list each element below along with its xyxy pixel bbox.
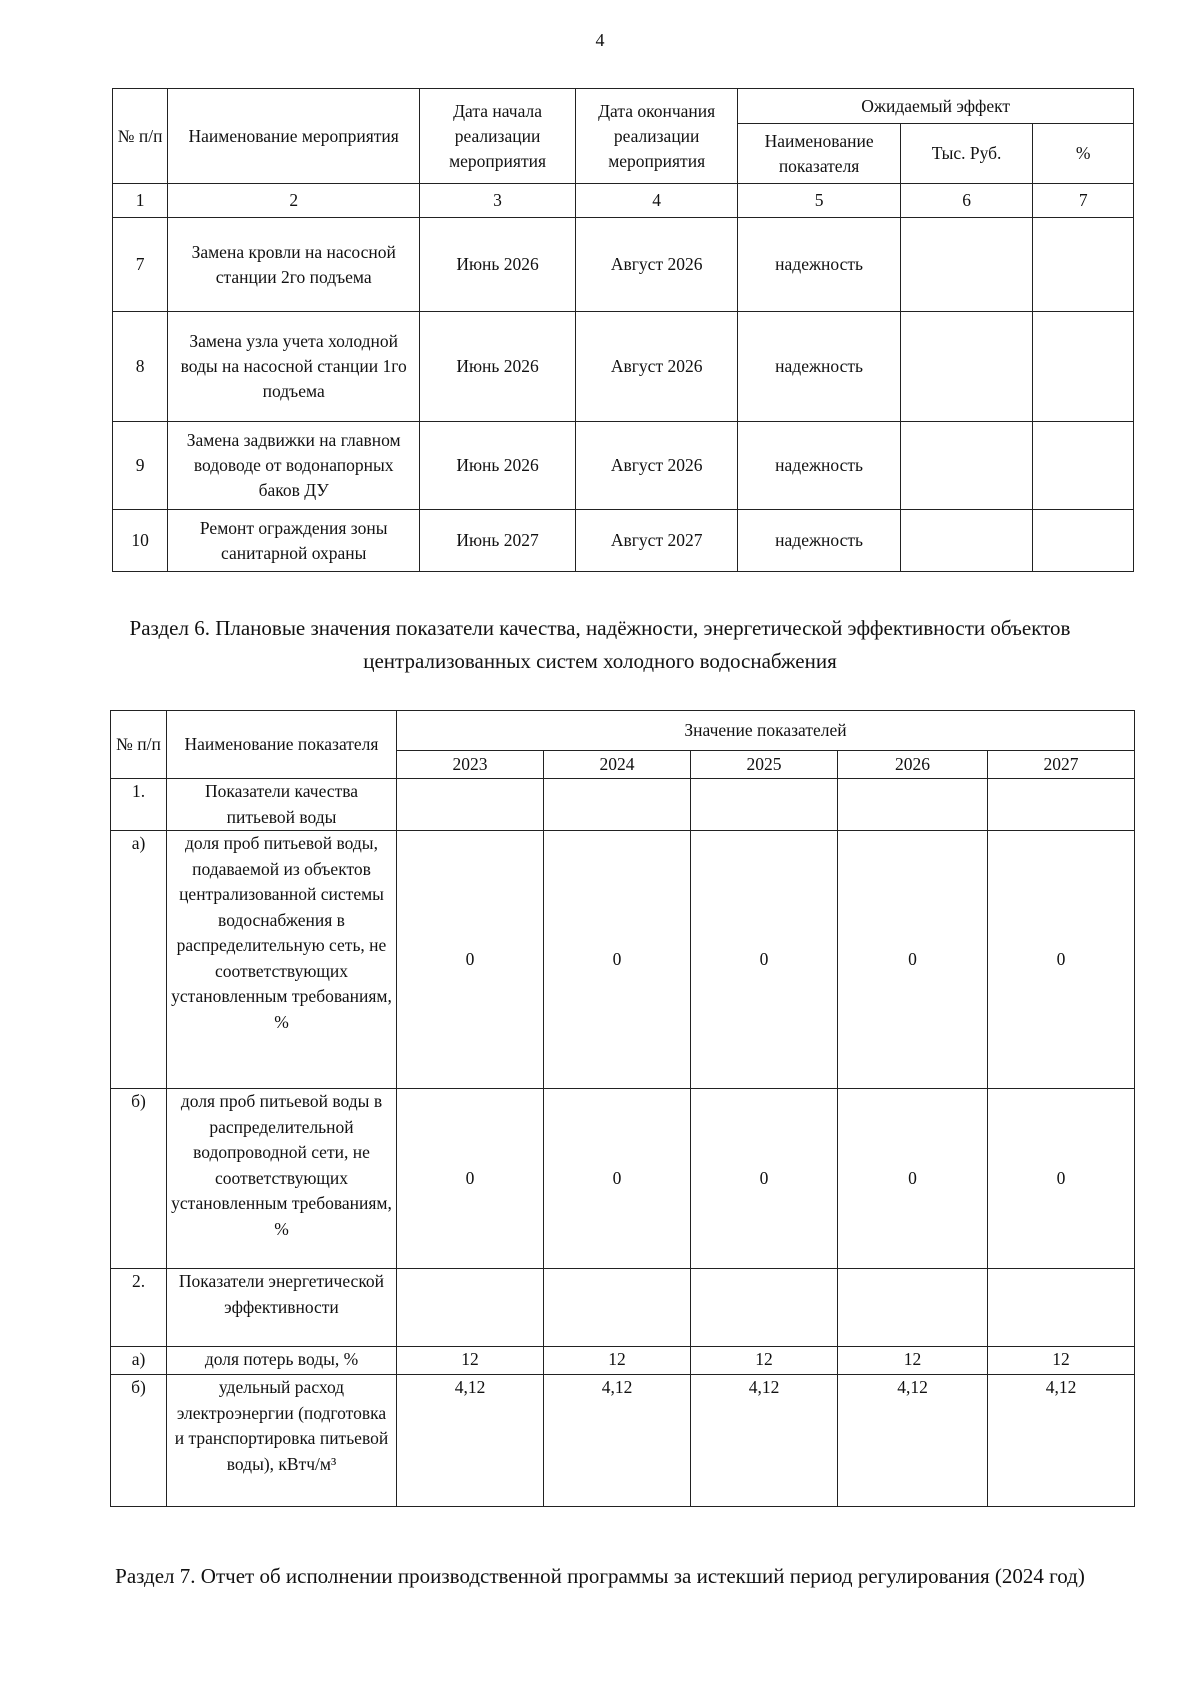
table-row: [113, 218, 1134, 312]
header-values: Значение показателей: [397, 711, 1135, 751]
row-value: 4,12: [544, 1375, 691, 1507]
row-value: [397, 779, 544, 831]
year-2023: 2023: [397, 751, 544, 779]
row-value: [544, 1269, 691, 1347]
col-number: 6: [900, 184, 1033, 218]
row-end: Август 2026: [575, 218, 737, 312]
row-value: 0: [988, 1089, 1135, 1269]
row-value: 0: [838, 831, 988, 1089]
row-num: а): [111, 831, 167, 1089]
row-num: 1.: [111, 779, 167, 831]
row-num: б): [111, 1089, 167, 1269]
header-pct: %: [1033, 124, 1134, 184]
indicators-table: [110, 710, 1135, 1507]
row-num: 8: [113, 312, 168, 422]
row-value: 0: [397, 831, 544, 1089]
row-num: б): [111, 1375, 167, 1507]
row-value: 0: [544, 1089, 691, 1269]
row-num: а): [111, 1347, 167, 1375]
row-pct: [1033, 422, 1134, 510]
row-pct: [1033, 510, 1134, 572]
header-indicator: Наименование показателя: [738, 124, 900, 184]
row-value: 4,12: [988, 1375, 1135, 1507]
year-2025: 2025: [691, 751, 838, 779]
row-start: Июнь 2026: [420, 218, 576, 312]
row-value: 0: [397, 1089, 544, 1269]
header-expected-effect: Ожидаемый эффект: [738, 89, 1134, 124]
row-name: Замена задвижки на главном водоводе от водонапорных баков ДУ: [168, 422, 420, 510]
section-6-title: Раздел 6. Плановые значения показатели качества, надёжности, энергетической эффективности объектов централизованных систем холодного водоснабжения: [129, 616, 1071, 673]
row-name: доля проб питьевой воды, подаваемой из объектов централизованной системы водоснабжения в распределительную сеть, не соответствующих установленным требованиям, %: [167, 831, 397, 1089]
row-rub: [900, 422, 1033, 510]
row-value: 12: [691, 1347, 838, 1375]
measures-table: [112, 88, 1134, 572]
row-name: Замена узла учета холодной воды на насосной станции 1го подъема: [168, 312, 420, 422]
table-row: [111, 1375, 1135, 1507]
row-value: 4,12: [397, 1375, 544, 1507]
section-7-title: Раздел 7. Отчет об исполнении производственной программы за истекший период регулирования (2024 год): [115, 1564, 1085, 1588]
col-number: 3: [420, 184, 576, 218]
header-name: Наименование показателя: [167, 711, 397, 779]
row-num: 9: [113, 422, 168, 510]
row-pct: [1033, 218, 1134, 312]
row-value: 0: [691, 1089, 838, 1269]
row-value: 12: [988, 1347, 1135, 1375]
row-start: Июнь 2027: [420, 510, 576, 572]
table-row: [113, 312, 1134, 422]
row-name: Показатели энергетической эффективности: [167, 1269, 397, 1347]
col-number: 5: [738, 184, 900, 218]
row-value: 0: [544, 831, 691, 1089]
row-name: Показатели качества питьевой воды: [167, 779, 397, 831]
column-numbers-row: [113, 184, 1134, 218]
col-number: 4: [575, 184, 737, 218]
header-name: Наименование мероприятия: [168, 89, 420, 184]
row-end: Август 2027: [575, 510, 737, 572]
row-rub: [900, 510, 1033, 572]
row-value: [988, 779, 1135, 831]
table-row: [111, 779, 1135, 831]
year-2027: 2027: [988, 751, 1135, 779]
table-row: [113, 510, 1134, 572]
row-indicator: надежность: [738, 422, 900, 510]
header-rub: Тыс. Руб.: [900, 124, 1033, 184]
row-rub: [900, 218, 1033, 312]
row-value: [691, 779, 838, 831]
header-num: № п/п: [113, 89, 168, 184]
row-indicator: надежность: [738, 218, 900, 312]
row-value: [544, 779, 691, 831]
row-value: 0: [691, 831, 838, 1089]
row-indicator: надежность: [738, 510, 900, 572]
row-pct: [1033, 312, 1134, 422]
row-start: Июнь 2026: [420, 422, 576, 510]
row-value: 0: [838, 1089, 988, 1269]
row-name: удельный расход электроэнергии (подготовка и транспортировка питьевой воды), кВтч/м³: [167, 1375, 397, 1507]
row-indicator: надежность: [738, 312, 900, 422]
row-value: [838, 779, 988, 831]
row-end: Август 2026: [575, 312, 737, 422]
row-num: 7: [113, 218, 168, 312]
table-row: [111, 1269, 1135, 1347]
col-number: 2: [168, 184, 420, 218]
row-end: Август 2026: [575, 422, 737, 510]
row-value: 0: [988, 831, 1135, 1089]
row-value: 4,12: [838, 1375, 988, 1507]
table-row: [111, 831, 1135, 1089]
row-value: [691, 1269, 838, 1347]
row-name: Замена кровли на насосной станции 2го подъема: [168, 218, 420, 312]
row-num: 2.: [111, 1269, 167, 1347]
row-value: [838, 1269, 988, 1347]
row-value: 12: [397, 1347, 544, 1375]
col-number: 7: [1033, 184, 1134, 218]
row-name: доля потерь воды, %: [167, 1347, 397, 1375]
header-start-date: Дата начала реализации мероприятия: [420, 89, 576, 184]
table-row: [111, 1347, 1135, 1375]
row-value: 12: [544, 1347, 691, 1375]
row-value: [988, 1269, 1135, 1347]
row-name: Ремонт ограждения зоны санитарной охраны: [168, 510, 420, 572]
year-2026: 2026: [838, 751, 988, 779]
header-num: № п/п: [111, 711, 167, 779]
row-value: [397, 1269, 544, 1347]
table-row: [113, 422, 1134, 510]
page-number: 4: [595, 30, 605, 50]
row-num: 10: [113, 510, 168, 572]
row-start: Июнь 2026: [420, 312, 576, 422]
row-rub: [900, 312, 1033, 422]
row-value: 4,12: [691, 1375, 838, 1507]
col-number: 1: [113, 184, 168, 218]
year-2024: 2024: [544, 751, 691, 779]
row-name: доля проб питьевой воды в распределительной водопроводной сети, не соответствующих установленным требованиям, %: [167, 1089, 397, 1269]
row-value: 12: [838, 1347, 988, 1375]
table-row: [111, 1089, 1135, 1269]
header-end-date: Дата окончания реализации мероприятия: [575, 89, 737, 184]
